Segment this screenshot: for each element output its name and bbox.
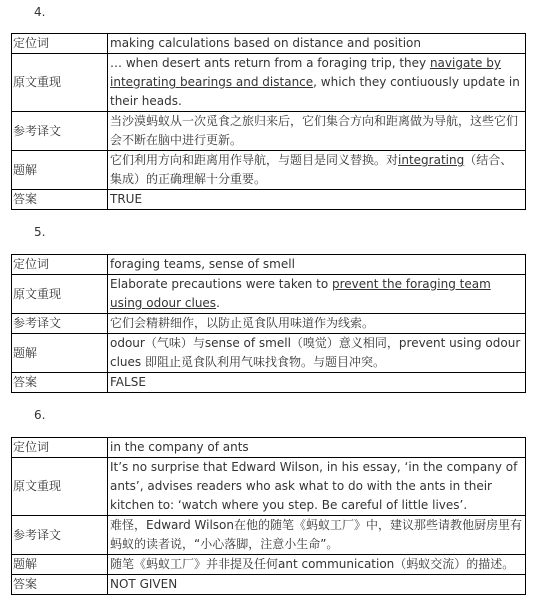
row-label-original-text: 原文重现 xyxy=(12,458,108,516)
row-label-keyword: 定位词 xyxy=(12,34,108,54)
row-label-translation: 参考译文 xyxy=(12,112,108,151)
row-content-answer xyxy=(108,190,526,210)
row-label-answer: 答案 xyxy=(12,373,108,393)
underlined-text: prevent the foraging team using odour clues xyxy=(110,277,491,310)
answer-value: FALSE xyxy=(110,375,146,389)
row-label-translation: 参考译文 xyxy=(12,516,108,555)
table-row-answer xyxy=(12,373,526,393)
content-text: 它们利用方向和距离用作导航，与题目是同义替换。对 xyxy=(110,153,399,167)
content-text: 当沙漠蚂蚁从一次觅食之旅归来后，它们集合方向和距离做为导航，这些它们会不断在脑中进行更新。 xyxy=(110,114,519,147)
table-row-translation xyxy=(12,112,526,151)
row-content-keyword xyxy=(108,34,526,54)
row-label-answer: 答案 xyxy=(12,575,108,595)
row-label-translation: 参考译文 xyxy=(12,314,108,334)
row-content-original-text xyxy=(108,275,526,314)
row-content-answer xyxy=(108,373,526,393)
row-label-explanation: 题解 xyxy=(12,334,108,373)
row-label-explanation: 题解 xyxy=(12,151,108,190)
table-row-original-text xyxy=(12,275,526,314)
content-text: 难怪，Edward Wilson在他的随笔《蚂蚁工厂》中，建议那些请教他厨房里有蚂蚁的读者说，“小心落脚，注意小生命”。 xyxy=(110,518,522,551)
content-text: . xyxy=(216,296,220,310)
table-row-answer xyxy=(12,190,526,210)
row-label-keyword: 定位词 xyxy=(12,255,108,275)
table-row-answer xyxy=(12,575,526,595)
table-row-explanation xyxy=(12,555,526,575)
row-label-explanation: 题解 xyxy=(12,555,108,575)
table-row-explanation xyxy=(12,334,526,373)
underlined-text: navigate by integrating bearings and distance xyxy=(110,56,501,89)
content-text: 随笔《蚂蚁工厂》并非提及任何ant communication（蚂蚁交流）的描述。 xyxy=(110,557,515,571)
content-text: foraging teams, sense of smell xyxy=(110,257,295,271)
answer-table-5 xyxy=(11,254,526,393)
row-content-translation xyxy=(108,516,526,555)
row-content-translation xyxy=(108,112,526,151)
row-label-answer: 答案 xyxy=(12,190,108,210)
content-text: It’s no surprise that Edward Wilson, in his essay, ‘in the company of ants’, advises readers who ask what to do with the ants in their kitchen to: ‘watch where you step. Be careful of little lives’. xyxy=(110,460,518,512)
row-content-answer xyxy=(108,575,526,595)
row-content-keyword xyxy=(108,438,526,458)
row-content-explanation xyxy=(108,334,526,373)
answer-value: NOT GIVEN xyxy=(110,577,178,591)
row-label-original-text: 原文重现 xyxy=(12,275,108,314)
question-number-5: 5. xyxy=(34,225,46,239)
row-content-translation xyxy=(108,314,526,334)
table-row-explanation xyxy=(12,151,526,190)
row-label-original-text: 原文重现 xyxy=(12,54,108,112)
content-text: making calculations based on distance and position xyxy=(110,36,421,50)
content-text: 它们会精耕细作，以防止觅食队用味道作为线索。 xyxy=(110,316,375,330)
content-text: … when desert ants return from a foraging trip, they xyxy=(110,56,430,70)
content-text: odour（气味）与sense of smell（嗅觉）意义相同，prevent using odour clues 即阻止觅食队利用气味找食物。与题目冲突。 xyxy=(110,336,521,369)
row-label-keyword: 定位词 xyxy=(12,438,108,458)
row-content-original-text xyxy=(108,458,526,516)
table-row-translation xyxy=(12,314,526,334)
table-row-keyword xyxy=(12,34,526,54)
table-row-original-text xyxy=(12,54,526,112)
row-content-explanation xyxy=(108,151,526,190)
question-number-4: 4. xyxy=(34,5,46,19)
answer-table-6 xyxy=(11,437,526,595)
content-text: （结合、集成）的正确理解十分重要。 xyxy=(110,153,513,186)
table-row-keyword xyxy=(12,255,526,275)
content-text: in the company of ants xyxy=(110,440,249,454)
question-number-6: 6. xyxy=(34,408,46,422)
table-row-original-text xyxy=(12,458,526,516)
row-content-original-text xyxy=(108,54,526,112)
row-content-keyword xyxy=(108,255,526,275)
table-row-translation xyxy=(12,516,526,555)
underlined-text: integrating xyxy=(398,153,465,167)
content-text: , which they contiuously update in their heads. xyxy=(110,75,520,108)
answer-table-4 xyxy=(11,33,526,210)
table-row-keyword xyxy=(12,438,526,458)
row-content-explanation xyxy=(108,555,526,575)
content-text: Elaborate precautions were taken to xyxy=(110,277,333,291)
answer-value: TRUE xyxy=(110,192,143,206)
